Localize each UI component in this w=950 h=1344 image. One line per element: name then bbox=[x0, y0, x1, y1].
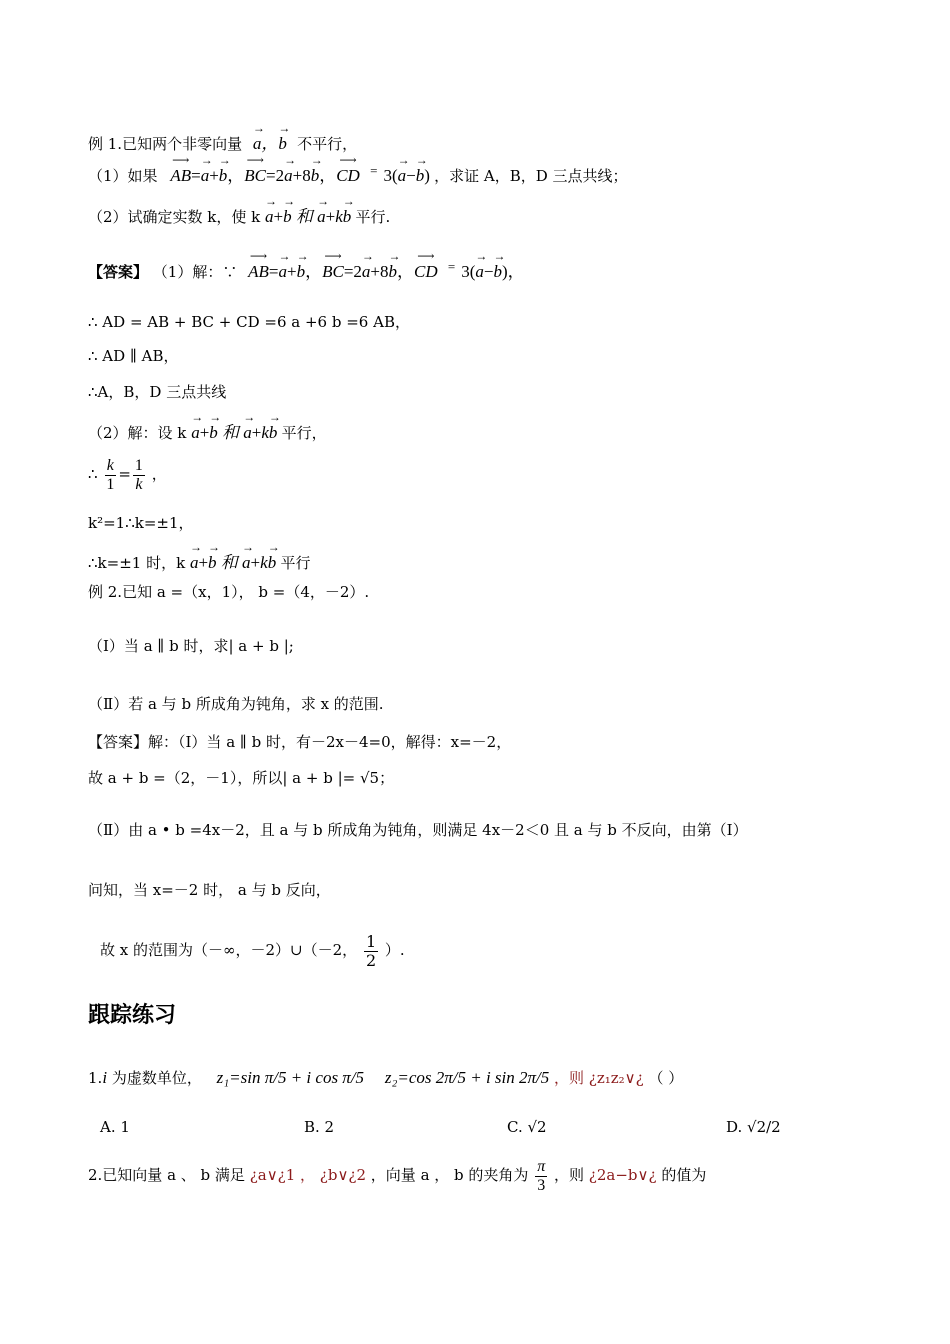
fraction-one-half: $\frac{1}{2}$ bbox=[365, 931, 377, 970]
ex1-part1-suffix: ，求证 A，B，D 三点共线； bbox=[434, 167, 628, 185]
option-d[interactable]: D. √2/2 bbox=[726, 1118, 781, 1136]
ex1-intro-text: 例 1.已知两个非零向量 bbox=[88, 135, 243, 153]
ex2-answer-3-text: （Ⅱ）由 a • b =4x－2，且 a 与 b 所成角为钝角，则满足 4x－2＜0 且 a 与 b 不反向，由第（Ⅰ） bbox=[88, 821, 748, 839]
answer-label: 【答案】 bbox=[88, 263, 149, 281]
ex1-intro-suffix: 不平行， bbox=[297, 135, 358, 153]
practice-q1-number: 1. bbox=[88, 1069, 103, 1087]
ex1-part2-suffix: 平行. bbox=[355, 208, 391, 226]
ex2-answer-2-text: 故 a + b =（2，－1），所以| a + b |= √5； bbox=[88, 769, 395, 787]
practice-q1 bbox=[88, 1058, 683, 1098]
fraction-k-over-1: $\frac{k}{1}$ bbox=[106, 456, 115, 493]
ans1-line7 bbox=[88, 513, 194, 533]
practice-q2-prefix: 2.已知向量 a 、 b 满足 bbox=[88, 1166, 245, 1184]
ans1-line5-prefix: （2）解：设 k bbox=[88, 424, 187, 442]
ex2-answer-5 bbox=[100, 930, 405, 970]
ex2-answer-1-text: 【答案】解：（Ⅰ）当 a ∥ b 时，有－2x－4=0，解得：x=－2， bbox=[88, 733, 512, 751]
ex1-part2 bbox=[88, 201, 390, 227]
practice-q2 bbox=[88, 1155, 706, 1195]
fraction-pi-over-3: $\frac{\pi}{3}$ bbox=[537, 1157, 546, 1194]
ans1-line5-formula: → a+→ b 和 → a+k→ b bbox=[191, 423, 281, 442]
ans1-line8-formula: → a+→ b 和 → a+k→ b bbox=[190, 553, 280, 572]
practice-heading: 跟踪练习 bbox=[88, 1003, 177, 1028]
practice-q2-middle: ，向量 a ， b 的夹角为 bbox=[370, 1166, 529, 1184]
ans1-line5-suffix: 平行， bbox=[281, 424, 327, 442]
ans1-line2-text: ∴ AD = AB + BC + CD =6 a +6 b =6 AB， bbox=[88, 313, 410, 331]
practice-q1-text: 为虚数单位， bbox=[111, 1069, 202, 1087]
ex2-q2-text: （Ⅱ）若 a 与 b 所成角为钝角，求 x 的范围. bbox=[88, 695, 384, 713]
ans1-line1 bbox=[88, 256, 525, 282]
practice-q2-suffix: 的值为 bbox=[661, 1166, 707, 1184]
ans1-line8-suffix: 平行 bbox=[280, 554, 311, 572]
ans1-line8-prefix: ∴k=±1 时，k bbox=[88, 554, 186, 572]
ans1-line3-text: ∴ AD ∥ AB， bbox=[88, 347, 179, 365]
ex2-answer-1 bbox=[88, 732, 511, 752]
practice-q2-then: ，则 bbox=[554, 1166, 585, 1184]
ex2-intro-text: 例 2.已知 a =（x，1）， b =（4，－2）. bbox=[88, 583, 370, 601]
ans1-line5 bbox=[88, 417, 327, 443]
ex1-intro bbox=[88, 128, 357, 154]
ans1-line6 bbox=[88, 454, 167, 494]
ans1-line1-formula: ⟶ AB=→ a+→ b，⟶ BC=2→ a+8→ b，⟶ CD = 3(→ a−→ b)， bbox=[248, 262, 525, 281]
ex1-part1-prefix: （1）如果 bbox=[88, 167, 158, 185]
option-a[interactable]: A. 1 bbox=[100, 1118, 130, 1136]
practice-q2-expression: ¿2a−b∨¿ bbox=[588, 1166, 657, 1184]
practice-q2-condition: ¿a∨¿1 ， ¿b∨¿2 bbox=[249, 1166, 367, 1184]
ex2-answer-4 bbox=[88, 880, 331, 900]
ans1-line7-text: k²=1∴k=±1， bbox=[88, 514, 194, 532]
ex1-part1-formula: ⟶ AB=→ a+→ b，⟶ BC=2→ a+8→ b，⟶ CD = 3(→ a−→ b) bbox=[170, 166, 434, 185]
practice-q1-expression: ，则 ¿z₁z₂∨¿ bbox=[554, 1069, 644, 1087]
ex1-part2-formula: → a+→ b 和 → a+k→ b bbox=[265, 207, 355, 226]
ex2-q1 bbox=[88, 636, 294, 656]
ex2-q2 bbox=[88, 694, 384, 714]
option-b[interactable]: B. 2 bbox=[304, 1118, 335, 1136]
ans1-line8 bbox=[88, 547, 310, 573]
ex2-q1-text: （Ⅰ）当 a ∥ b 时，求| a + b |; bbox=[88, 637, 294, 655]
option-c[interactable]: C. √2 bbox=[507, 1118, 547, 1136]
z2-formula: z₂=cos 2π/5 + i sin 2π/5 bbox=[384, 1068, 550, 1087]
ex1-part2-prefix: （2）试确定实数 k，使 k bbox=[88, 208, 261, 226]
ex1-part1 bbox=[88, 160, 628, 186]
z1-formula: z₁=sin π/5 + i cos π/5 bbox=[216, 1068, 365, 1087]
ans1-line6-suffix: ， bbox=[151, 465, 167, 483]
ans1-line4-text: ∴A，B，D 三点共线 bbox=[88, 383, 227, 401]
ex2-answer-5-prefix: 故 x 的范围为（－∞，－2）∪（－2， bbox=[100, 941, 358, 959]
ex2-answer-3 bbox=[88, 820, 748, 840]
imaginary-unit: i bbox=[102, 1068, 108, 1087]
equals-sign: = bbox=[118, 465, 131, 483]
ex1-vectors: → a，→ b bbox=[253, 134, 291, 153]
ex2-answer-2 bbox=[88, 768, 394, 788]
ans1-line2 bbox=[88, 312, 410, 332]
fraction-1-over-k: $\frac{1}{k}$ bbox=[134, 456, 143, 493]
ans1-line1-prefix: （1）解：∵ bbox=[152, 263, 238, 281]
answer-blank: （ ） bbox=[648, 1069, 684, 1087]
ans1-line6-prefix: ∴ bbox=[88, 465, 98, 483]
ans1-line4 bbox=[88, 382, 226, 402]
ex2-answer-4-text: 问知，当 x=－2 时， a 与 b 反向， bbox=[88, 881, 331, 899]
ex2-intro bbox=[88, 582, 369, 602]
ans1-line3 bbox=[88, 346, 179, 366]
ex2-answer-5-suffix: ）. bbox=[384, 941, 405, 959]
